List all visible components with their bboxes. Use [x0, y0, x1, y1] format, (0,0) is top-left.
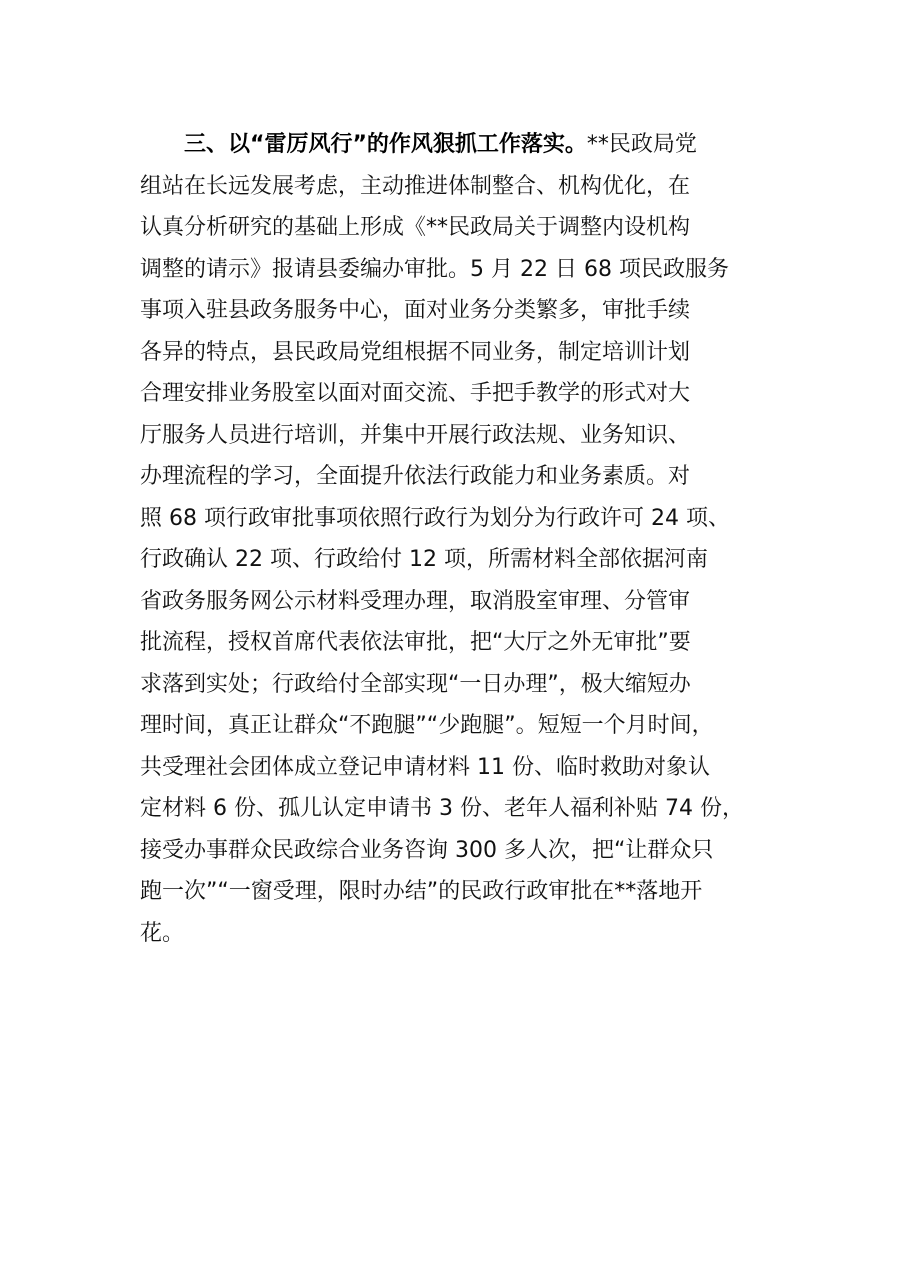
paragraph-line-3: 认真分析研究的基础上形成《**民政局关于调整内设机构: [140, 215, 691, 240]
paragraph-line-1: [140, 124, 780, 166]
paragraph-line-7: 合理安排业务股室以面对面交流、手把手教学的形式对大: [140, 381, 691, 406]
document-body: [140, 124, 780, 954]
paragraph-line-20: 花。: [140, 920, 185, 946]
paragraph-line-16: 共受理社会团体成立登记申请材料 11 份、临时救助对象认: [140, 754, 710, 780]
paragraph-line-17: 定材料 6 份、孤儿认定申请书 3 份、老年人福利补贴 74 份，: [140, 796, 744, 821]
paragraph-line-15: 理时间，真正让群众“不跑腿”“少跑腿”。短短一个月时间，: [140, 713, 714, 738]
paragraph-line-10: 照 68 项行政审批事项依照行政行为划分为行政许可 24 项、: [140, 505, 730, 531]
paragraph-line-18: 接受办事群众民政综合业务咨询 300 多人次，把“让群众只: [140, 837, 714, 863]
paragraph-line-5: 事项入驻县政务服务中心，面对业务分类繁多，审批手续: [140, 298, 691, 323]
paragraph-line-9: 办理流程的学习，全面提升依法行政能力和业务素质。对: [140, 464, 691, 489]
paragraph-line-4: 调整的请示》报请县委编办审批。5 月 22 日 68 项民政服务: [140, 256, 729, 282]
paragraph-text-run: **民政局党: [586, 132, 697, 157]
paragraph-line-8: 厅服务人员进行培训，并集中开展行政法规、业务知识、: [140, 422, 691, 448]
paragraph-line-2: 组站在长远发展考虑，主动推进体制整合、机构优化，在: [140, 173, 691, 199]
paragraph-line-6: 各异的特点，县民政局党组根据不同业务，制定培训计划: [140, 339, 691, 365]
paragraph-line-14: 求落到实处；行政给付全部实现“一日办理”，极大缩短办: [140, 671, 691, 697]
section-heading: 三、以“雷厉风行”的作风狠抓工作落实。: [184, 132, 587, 157]
paragraph-line-19: 跑一次”“一窗受理，限时办结”的民政行政审批在**落地开: [140, 879, 703, 904]
paragraph-line-12: 省政务服务网公示材料受理办理，取消股室审理、分管审: [140, 588, 691, 614]
paragraph-line-11: 行政确认 22 项、行政给付 12 项，所需材料全部依据河南: [140, 547, 708, 572]
paragraph-line-13: 批流程，授权首席代表依法审批，把“大厅之外无审批”要: [140, 630, 691, 655]
